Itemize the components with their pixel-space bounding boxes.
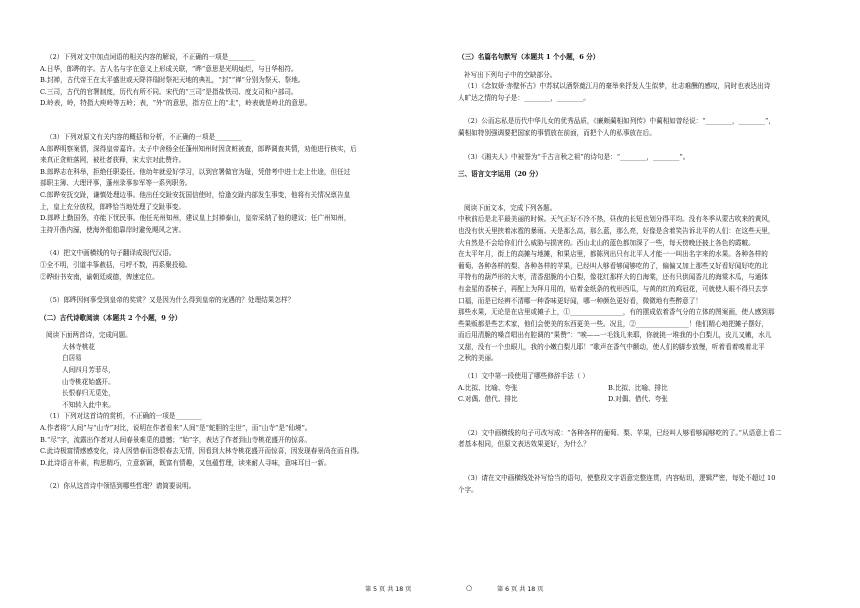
lang-q2-line2: 者基本相同，但原文表达效果更好，为什么？ [458,440,590,449]
passage-para3-line5: 之秋的美丽。 [458,354,498,363]
lang-q1-option-b: B.比拟、比喻、排比 [608,383,668,392]
right-page [430,0,860,608]
q5-stem: （5）郎晔因何事受到皇帝的奖赏？又是因为什么得到皇帝的宠遇的？处理结果怎样？ [46,296,295,305]
poem-q2-stem: （2）你从这首诗中领悟到哪些哲理？请简要说明。 [46,482,196,491]
q3-option-b-line2: 部职主簿、大理评事，蓬州录事参军等一系列职务。 [40,179,192,188]
section-3-title: （三）名篇名句默写（本题共 1 个小题，6 分） [458,53,600,61]
passage-para2-line3: 平特有的葫芦形的大枣，清香甜脆的小白梨，像花红那样大的白海棠，还有只供闻香儿的海棠木瓜，与通体 [458,273,768,282]
poem-line-1: 人间四月芳菲尽， [62,366,115,375]
passage-para2-line2: 葡萄、各种各样的梨、各种各样的苹果，已经叫人够看够闻够吃的了，偏偏又加上那些又好看好闻好吃的北 [458,261,768,270]
recite-q3: （3）《湘夫人》中被誉为“千古言秋之祖”的诗句是：“________，________”。 [464,152,690,161]
poem-author: 白居易 [62,354,82,363]
lang-q1-option-c: C.对偶、借代、排比 [458,395,518,404]
lang-q1-options-row1 [458,383,842,395]
q3-option-b-line1: B.郎晔志在科举，拒绝任职委任。他幼年就爱好学习，以到官署做官为耻，凭借考中进士走上仕途，但任过 [40,167,351,176]
passage-para1-line2: 也没有伏天里挟着冰雹的暴雨。天是那么高，那么蓝，那么亮，好像是含着笑告诉北平的人们：在这些天里， [458,226,775,235]
lang-q3-line1: （3）请在文中画横线处补写恰当的语句，使整段文字语意完整连贯，内容贴切，逻辑严密，每处不超过 10 [464,474,776,483]
passage-para2-line4: 有金星的香槟子，再配上为拜月用的，贴着金纸条的枕形西瓜，与黄的红的鸡冠花，可就使人眼不得只去享 [458,284,768,293]
lang-q1-stem: （1）文中第一段使用了哪些修辞手法（ ） [464,372,589,381]
q4-stem: （4）把文中画横线的句子翻译成现代汉语。 [46,249,176,258]
poem-line-3: 长恨春归无觅处， [62,389,115,398]
q4-sentence-2: ②晔盼书安南，谕朝廷威德，俾速定位。 [40,272,159,281]
passage-para1-line3: 大自然是不会给你们什么威胁与损害的。西山北山的蓝色都加深了一些，每天傍晚还披上各色的霞帔。 [458,238,755,247]
q2-option-c: C.三司，古代的官署制度，历代有所不同。宋代的“三司”是指盐铁司、度支司和户部司。 [40,87,298,96]
poem-q1-option-d: D.此诗语言朴素，构思精巧，立意新颖，既富有情趣，又包蕴哲理，读来耐人寻味，意味耳目一新。 [40,458,331,467]
passage-para2-line5: 口福，而是已经辨不清哪一种香味更好闻，哪一种颜色更好看，微微地有些醉意了！ [458,296,702,305]
poem-line-4: 不知转入此中来。 [62,400,115,409]
passage-para3-line2: 些果贩都是些艺术家，他们会使美的东西更美一些。况且，②________________！他们精心地把摊子摆好， [458,319,768,328]
q3-stem: （3）下列对原文有关内容的概括和分析，不正确的一项是________ [46,132,242,141]
poem-line-2: 山寺桃花始盛开。 [62,377,115,386]
poem-q1-stem: （1）下列对这首诗的赏析，不正确的一项是________ [46,412,202,421]
q2-option-d: D.岭表，岭，特指大庾岭等五岭；表，“外”的意思，指方位上的“北”，岭表就是岭北的意思。 [40,99,312,108]
recite-q1-line1: （1）《念奴娇·赤壁怀古》中苏轼以酒祭奠江月的豪举来抒发人生似梦，壮志难酬的感叹，同时也表达出诗 [464,82,771,91]
poem-intro: 阅读下面两首诗，完成问题。 [46,331,132,340]
poem-q1-option-b: B.“尽”字，流露出作者对人间春景难觅的遗憾；“始”字，表达了作者到山寺桃花盛开的惊喜。 [40,435,311,444]
recite-q2-line1: （2）公而忘私是历代中华儿女的优秀品质，《廉颇蔺相如列传》中蔺相如曾经说：“________，________”， [464,117,775,126]
lang-q1-option-d: D.对偶、借代、夸张 [608,395,668,404]
q4-sentence-1: ①全不明，引道丰筝赦括，弓呼不数，再系聚投稳。 [40,260,192,269]
passage-para1-line1: 中秋前后是北平最美丽的时候。天气正好不冷不热，昼夜的长短也划分得平均。没有冬季从蒙古吹来的黄风， [458,215,775,224]
q2-option-b: B.封禅，古代帝王在太平盛世或天降祥瑞时祭祀天地的典礼，“封”“禅”分别为祭天、祭地。 [40,76,305,85]
recite-q2-line2: 蔺相如特别强调要把国家的事情放在前面，而把个人的私事放在后。 [458,128,656,137]
q2-option-a: A.日华，郎晔的字。古人名与字在意义上形成关联，“晔”意思是光明灿烂，与日华相符。 [40,64,298,73]
q3-option-c-line2: 上，皇上充分放权，郎晔恰当地处理了交趾事变。 [40,202,186,211]
poem-title: 大林寺桃花 [62,342,95,351]
passage-para3-line4: 又甜，没有一个虫眼儿，我的小嫩白梨儿耶！”歌声在香气中颤动，使人们的脚步放慢，听着看着嗅着北平 [458,342,765,351]
lang-q1-option-a: A.比拟、比喻、夸张 [458,383,518,392]
section-2-title: （二）古代诗歌阅读（本题共 2 个小题，9 分） [40,313,182,322]
lang-q3-line2: 个字。 [458,485,478,494]
page-number-right: 第 6 页 共 18 页 [497,586,544,593]
q3-option-d-line1: D.郎晔上勤国务，亦能下忧民事。他任光州知州，建议皇上封禅泰山，皇帝采纳了他的建议；任广州知州， [40,214,351,223]
binding-hole-mark: ○ [466,584,473,592]
poem-q1-option-c: C.此诗极富情感感变化，诗人因惜春而怨恨春去无情，因看到大林寺桃花盛开而惊喜，因发现春景尚在而自得。 [40,447,364,456]
section-3-intro: 补写出下列句子中的空缺部分。 [464,70,557,79]
page-number-left: 第 5 页 共 18 页 [365,586,412,593]
passage-para3-line1: 那些水果，无论是在店里或摊子上，①________________，有的摆成依着香气分的立体的图案画，使人感到那 [458,308,775,317]
lang-q1-options-row2 [458,394,842,406]
passage-para2-line1: 在太平年月，街上的高摊与地摊，和果店里，都陈列出只有北平人才能一一叫出名字来的水果。各种各样的 [458,250,768,259]
language-intro: 阅读下面文本，完成下列各题。 [464,203,557,212]
q3-option-c-line1: C.郎晔安抚交趾，谦慎处理边事。他出任交趾安抚国信使时，恰逢交趾内部发生事变，他将有关情况禀告皇 [40,190,351,199]
q2-stem: （2）下列对文中加点词语的相关内容的解说，不正确的一项是________ [46,53,255,61]
q3-option-d-line2: 主持开凿内濠，使海外船舶靠岸时避免飓风之害。 [40,225,186,234]
poem-q1-option-a: A.作者将“人间”与“山寺”对比，说明在作者看来“人间”是“蛇胆的尘世”，而“山寺”是“仙境”。 [40,424,312,433]
recite-q1-line2: 人旷达之情的句子是：________，________。 [458,93,590,102]
q3-option-a-line1: A.郎晔明察案情，深得皇帝嘉许。太子中舍杨全任蓬州知州时因贪赃被查，郎晔调查其情，劝他进行核实，后 [40,144,357,153]
q3-option-a-line2: 来真正贪赃落网，被杜者获释，宋太宗对此赞许。 [40,156,186,165]
passage-para3-line3: 而后用清脆的嗓音唱出有腔调的“果赞”：“唉——一毛钱儿来耶，你就挑一堆我的小白梨儿，皮儿又嫩，水儿 [458,331,772,340]
section-4-title: 三、语言文字运用（20 分） [458,170,543,179]
lang-q2-line1: （2）文中画横线的句子可改写成：“各种各样的葡萄、梨、苹果，已经叫人够看够闻够吃的了。”从语意上看二 [464,428,782,437]
